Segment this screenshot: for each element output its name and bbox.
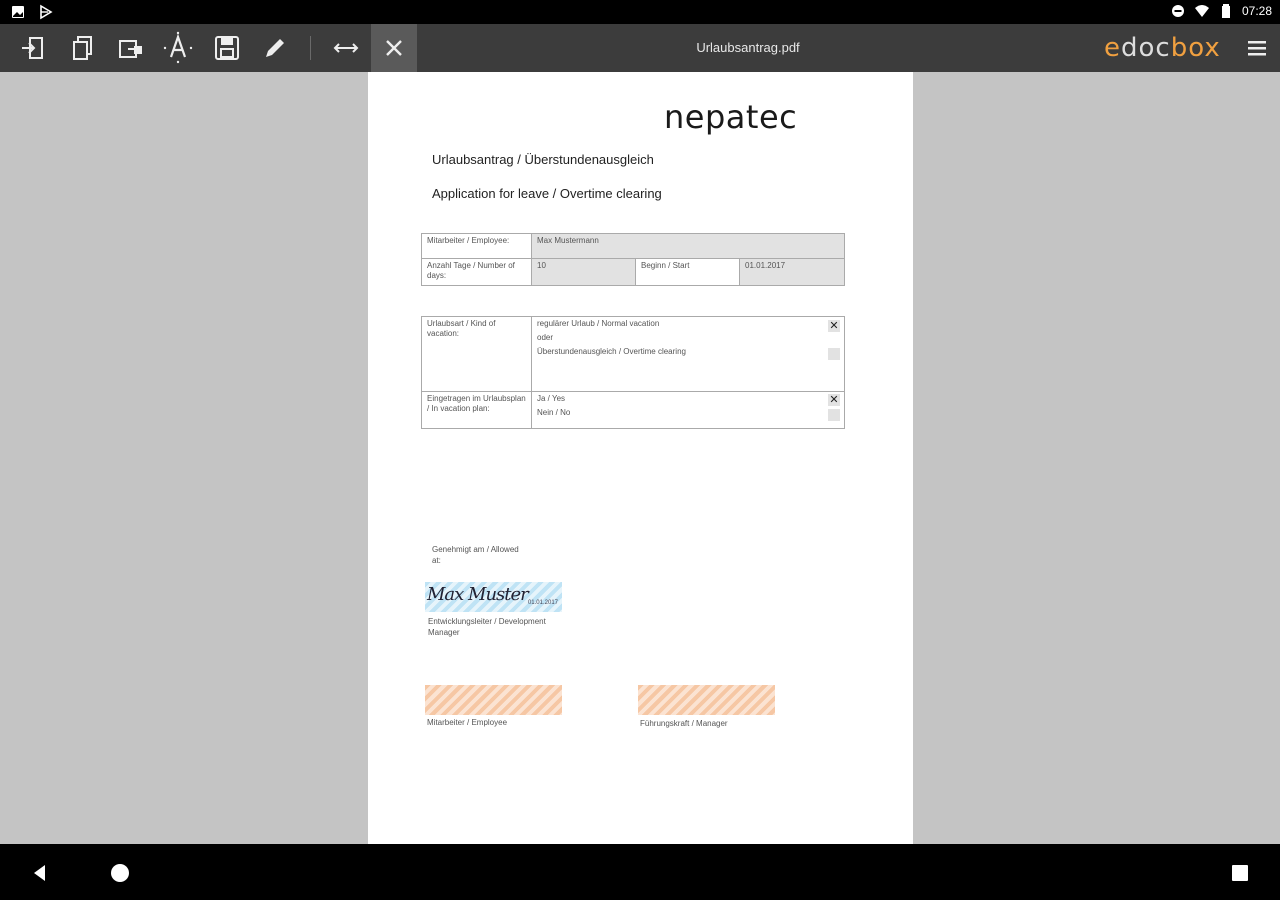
home-button[interactable] bbox=[105, 858, 135, 888]
fit-width-button[interactable] bbox=[323, 24, 369, 72]
start-field[interactable]: 01.01.2017 bbox=[740, 259, 845, 286]
signature-field-signed[interactable] bbox=[425, 582, 562, 612]
employee-label: Mitarbeiter / Employee: bbox=[422, 234, 532, 259]
plan-no-label: Nein / No bbox=[537, 408, 571, 417]
kind-or: oder bbox=[537, 333, 554, 342]
pen-button[interactable] bbox=[252, 24, 298, 72]
pdf-viewer[interactable] bbox=[0, 72, 1280, 844]
employee-field[interactable]: Max Mustermann bbox=[532, 234, 845, 259]
print-button[interactable] bbox=[108, 24, 154, 72]
days-field[interactable]: 10 bbox=[532, 259, 636, 286]
copy-button[interactable] bbox=[60, 24, 106, 72]
checkbox-plan-yes[interactable]: ✕ bbox=[829, 394, 839, 406]
dev-manager-label: Entwicklungsleiter / Development Manager bbox=[428, 617, 546, 637]
pen-icon bbox=[261, 34, 289, 62]
employee-signature-label: Mitarbeiter / Employee bbox=[427, 718, 508, 727]
document-title: Urlaubsantrag.pdf bbox=[696, 40, 800, 55]
wifi-icon bbox=[1194, 3, 1210, 19]
signature-image: Max Muster bbox=[427, 584, 528, 605]
hamburger-menu-icon bbox=[1245, 36, 1269, 60]
navigation-bar bbox=[0, 844, 1280, 900]
fit-width-icon bbox=[331, 33, 361, 63]
text-annotate-icon bbox=[161, 31, 195, 65]
kind-option-normal: regulärer Urlaub / Normal vacation bbox=[537, 319, 660, 328]
recents-button[interactable] bbox=[1225, 858, 1255, 888]
allowed-label: Genehmigt am / Allowed at: bbox=[432, 545, 519, 565]
gallery-icon bbox=[10, 4, 26, 20]
kind-option-overtime: Überstundenausgleich / Overtime clearing bbox=[537, 347, 686, 356]
exit-button[interactable] bbox=[10, 24, 56, 72]
checkbox-overtime[interactable] bbox=[828, 348, 840, 360]
home-circle-icon bbox=[109, 862, 131, 884]
play-store-icon bbox=[38, 4, 54, 20]
kind-options bbox=[532, 317, 845, 392]
plan-label: Eingetragen im Urlaubsplan / In vacation plan: bbox=[422, 392, 532, 429]
checkbox-plan-no[interactable] bbox=[828, 409, 840, 421]
nepatec-logo: nepatec bbox=[664, 98, 798, 136]
signature-field-employee[interactable] bbox=[425, 685, 562, 715]
vacation-table bbox=[421, 316, 845, 429]
battery-icon bbox=[1218, 3, 1234, 19]
plan-yes-label: Ja / Yes bbox=[537, 394, 566, 403]
employee-table bbox=[421, 233, 845, 286]
manager-signature-label: Führungskraft / Manager bbox=[640, 719, 728, 728]
copy-icon bbox=[68, 33, 98, 63]
signature-date: 01.01.2017 bbox=[527, 600, 558, 606]
recents-square-icon bbox=[1230, 863, 1250, 883]
exit-icon bbox=[18, 33, 48, 63]
status-time: 07:28 bbox=[1241, 4, 1272, 18]
heading-english: Application for leave / Overtime clearing bbox=[432, 186, 662, 201]
back-button[interactable] bbox=[25, 858, 55, 888]
print-icon bbox=[116, 33, 146, 63]
toolbar-divider bbox=[310, 36, 311, 60]
close-icon bbox=[382, 36, 406, 60]
back-triangle-icon bbox=[30, 863, 50, 883]
days-label: Anzahl Tage / Number of days: bbox=[422, 259, 532, 286]
save-icon bbox=[213, 34, 241, 62]
minus-circle-icon bbox=[1170, 3, 1186, 19]
toolbar bbox=[0, 24, 1280, 72]
kind-label: Urlaubsart / Kind of vacation: bbox=[422, 317, 532, 392]
status-bar bbox=[0, 0, 1280, 24]
heading-german: Urlaubsantrag / Überstundenausgleich bbox=[432, 152, 654, 167]
save-button[interactable] bbox=[204, 24, 250, 72]
menu-button[interactable] bbox=[1234, 24, 1280, 72]
signature-field-manager[interactable] bbox=[638, 685, 775, 715]
checkbox-normal-vacation[interactable]: ✕ bbox=[829, 320, 839, 332]
start-label: Beginn / Start bbox=[636, 259, 740, 286]
text-annotate-button[interactable] bbox=[155, 24, 201, 72]
close-button[interactable] bbox=[371, 24, 417, 72]
pdf-page[interactable] bbox=[368, 72, 913, 844]
plan-options bbox=[532, 392, 845, 429]
edocbox-logo: edocbox bbox=[1104, 33, 1221, 63]
